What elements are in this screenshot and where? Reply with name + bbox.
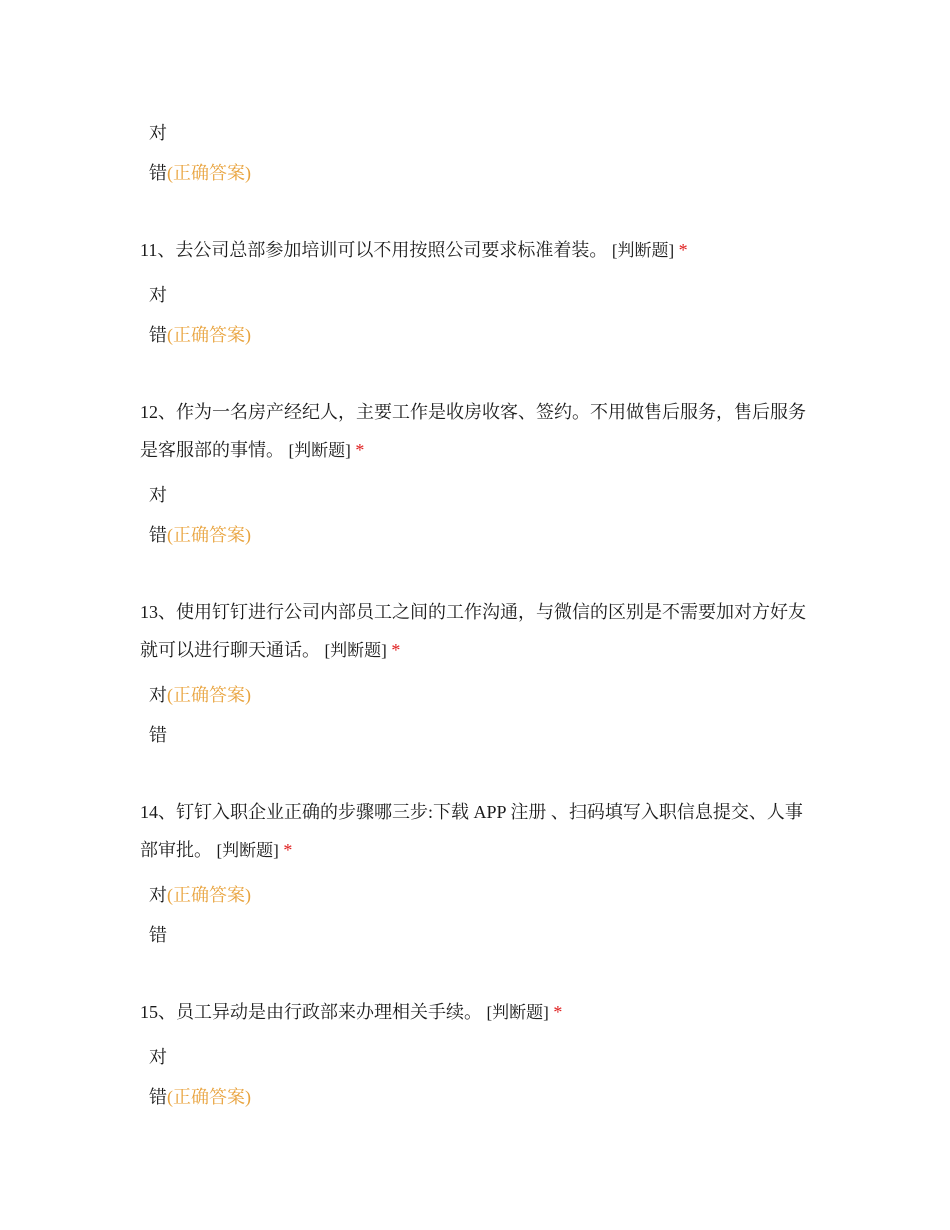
option-label: 错 xyxy=(149,325,167,345)
option-label: 对 xyxy=(149,685,167,705)
required-asterisk: * xyxy=(391,640,401,660)
option-label: 对 xyxy=(149,885,167,905)
q12-option-false[interactable] xyxy=(149,523,251,547)
required-asterisk: * xyxy=(678,240,688,260)
question-type-tag: [判断题] xyxy=(324,641,387,660)
q11-option-false[interactable] xyxy=(149,323,251,347)
question-type-tag: [判断题] xyxy=(288,441,351,460)
question-number: 11、 xyxy=(140,240,176,260)
correct-answer-marker: (正确答案) xyxy=(167,525,251,545)
option-label: 错 xyxy=(149,525,167,545)
question-13 xyxy=(140,593,820,670)
option-label: 对 xyxy=(149,485,167,505)
correct-answer-marker: (正确答案) xyxy=(167,1087,251,1107)
question-number: 12、 xyxy=(140,402,176,422)
option-label: 对 xyxy=(149,285,167,305)
q13-option-true[interactable] xyxy=(149,683,251,707)
option-label: 错 xyxy=(149,725,167,745)
question-body: 作为一名房产经纪人，主要工作是收房收客、签约。不用做售后服务，售后服务是客服部的事情。 xyxy=(140,402,806,460)
q11-option-true[interactable] xyxy=(149,283,167,307)
q15-option-false[interactable] xyxy=(149,1085,251,1109)
required-asterisk: * xyxy=(553,1002,563,1022)
q10-option-false[interactable] xyxy=(149,161,251,185)
correct-answer-marker: (正确答案) xyxy=(167,685,251,705)
correct-answer-marker: (正确答案) xyxy=(167,163,251,183)
question-number: 15、 xyxy=(140,1002,176,1022)
question-type-tag: [判断题] xyxy=(216,841,279,860)
required-asterisk: * xyxy=(283,840,293,860)
option-label: 错 xyxy=(149,163,167,183)
question-text xyxy=(140,231,820,270)
question-text xyxy=(140,993,820,1032)
q14-option-true[interactable] xyxy=(149,883,251,907)
question-11 xyxy=(140,231,820,270)
question-number: 13、 xyxy=(140,602,176,622)
option-label: 错 xyxy=(149,925,167,945)
question-body: 去公司总部参加培训可以不用按照公司要求标准着装。 xyxy=(175,240,608,260)
option-label: 对 xyxy=(149,1047,167,1067)
option-label: 对 xyxy=(149,123,167,143)
question-14 xyxy=(140,793,820,870)
question-text xyxy=(140,393,820,470)
q14-option-false[interactable] xyxy=(149,923,167,947)
question-body: 员工异动是由行政部来办理相关手续。 xyxy=(176,1002,482,1022)
q15-option-true[interactable] xyxy=(149,1045,167,1069)
question-type-tag: [判断题] xyxy=(486,1003,549,1022)
q13-option-false[interactable] xyxy=(149,723,167,747)
question-12 xyxy=(140,393,820,470)
q10-option-true[interactable] xyxy=(149,121,167,145)
question-body: 钉钉入职企业正确的步骤哪三步:下载 APP 注册 、扫码填写入职信息提交、人事部审批。 xyxy=(140,802,803,860)
correct-answer-marker: (正确答案) xyxy=(167,885,251,905)
required-asterisk: * xyxy=(355,440,365,460)
question-15 xyxy=(140,993,820,1032)
option-label: 错 xyxy=(149,1087,167,1107)
correct-answer-marker: (正确答案) xyxy=(167,325,251,345)
q12-option-true[interactable] xyxy=(149,483,167,507)
question-text xyxy=(140,793,820,870)
question-type-tag: [判断题] xyxy=(611,241,675,260)
question-body: 使用钉钉进行公司内部员工之间的工作沟通，与微信的区别是不需要加对方好友就可以进行聊天通话。 xyxy=(140,602,806,660)
question-number: 14、 xyxy=(140,802,176,822)
question-text xyxy=(140,593,820,670)
